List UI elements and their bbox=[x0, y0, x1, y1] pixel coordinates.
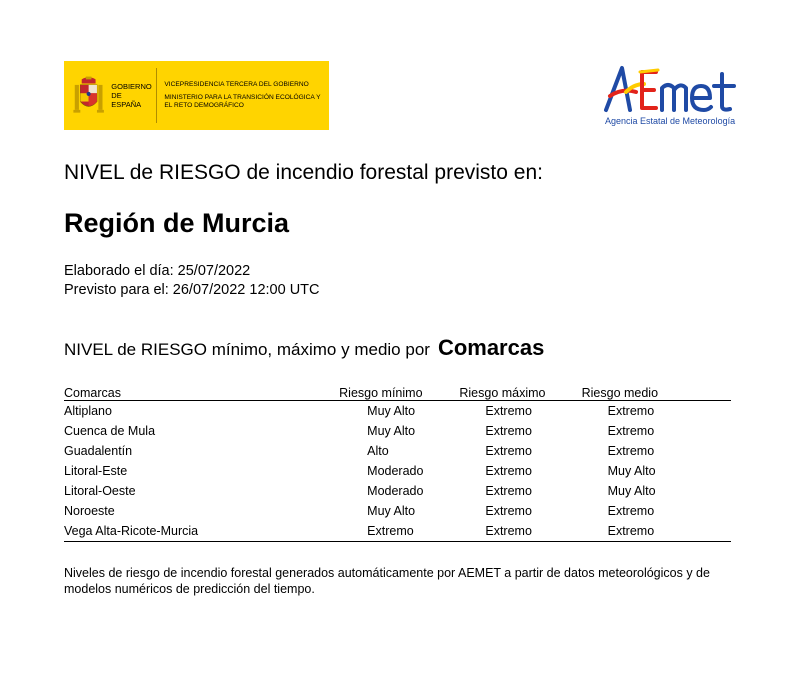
cell-comarca: Noroeste bbox=[64, 504, 115, 518]
table-header-row bbox=[64, 382, 731, 401]
cell-comarca: Altiplano bbox=[64, 404, 112, 418]
cell-comarca: Cuenca de Mula bbox=[64, 424, 156, 438]
cell-medio: Extremo bbox=[607, 404, 655, 418]
ministry-label: MINISTERIO PARA LA TRANSICIÓN ECOLÓGICA Y EL RETO DEMOGRÁFICO bbox=[164, 94, 321, 109]
cell-maximo: Extremo bbox=[459, 521, 581, 542]
cell-minimo: Moderado bbox=[367, 464, 424, 478]
cell-minimo: Extremo bbox=[339, 521, 459, 542]
cell-medio: Muy Alto bbox=[607, 484, 656, 498]
cell-comarca: Vega Alta-Ricote-Murcia bbox=[64, 521, 339, 542]
aemet-full-name: Agencia Estatal de Meteorología bbox=[605, 116, 736, 126]
header-riesgo-medio: Riesgo medio bbox=[582, 382, 731, 401]
cell-minimo: Alto bbox=[367, 444, 389, 458]
elaborated-date: Elaborado el día: 25/07/2022 bbox=[64, 263, 251, 279]
cell-minimo: Muy Alto bbox=[367, 404, 416, 418]
cell-medio: Extremo bbox=[607, 504, 655, 518]
table-row bbox=[64, 461, 731, 481]
page-title: NIVEL de RIESGO de incendio forestal previsto en: bbox=[64, 161, 543, 184]
table-row bbox=[64, 441, 731, 461]
cell-comarca: Litoral-Oeste bbox=[64, 484, 136, 498]
cell-maximo: Extremo bbox=[485, 424, 532, 438]
government-name: GOBIERNO DE ESPAÑA bbox=[111, 82, 152, 109]
banner-divider bbox=[156, 68, 157, 123]
cell-medio: Extremo bbox=[607, 424, 655, 438]
cell-comarca: Guadalentín bbox=[64, 444, 133, 458]
cell-maximo: Extremo bbox=[485, 404, 532, 418]
region-title: Región de Murcia bbox=[64, 208, 290, 238]
section-heading bbox=[64, 335, 544, 361]
header-riesgo-minimo: Riesgo mínimo bbox=[339, 382, 459, 401]
header-comarcas: Comarcas bbox=[64, 382, 339, 401]
cell-minimo: Moderado bbox=[367, 484, 424, 498]
table-row bbox=[64, 401, 731, 422]
section-emphasis: Comarcas bbox=[437, 335, 545, 360]
ministry-block bbox=[164, 81, 329, 110]
cell-medio: Extremo bbox=[582, 521, 731, 542]
cell-comarca: Litoral-Este bbox=[64, 464, 128, 478]
section-label: NIVEL de RIESGO mínimo, máximo y medio por bbox=[64, 340, 430, 359]
table-row bbox=[64, 521, 731, 542]
cell-maximo: Extremo bbox=[485, 464, 532, 478]
vicepresidency-label: VICEPRESIDENCIA TERCERA DEL GOBIERNO bbox=[164, 81, 309, 88]
cell-medio: Extremo bbox=[607, 444, 655, 458]
header-riesgo-maximo: Riesgo máximo bbox=[459, 382, 581, 401]
cell-minimo: Muy Alto bbox=[367, 504, 416, 518]
date-block bbox=[64, 262, 320, 300]
cell-maximo: Extremo bbox=[485, 504, 532, 518]
government-logo bbox=[64, 61, 329, 130]
footer-note: Niveles de riesgo de incendio forestal generados automáticamente por AEMET a partir de datos meteorológicos y de modelos numéricos de predicción del tiempo. bbox=[64, 566, 710, 596]
cell-maximo: Extremo bbox=[485, 444, 532, 458]
coat-of-arms-icon bbox=[72, 66, 105, 126]
table-row bbox=[64, 421, 731, 441]
table-row bbox=[64, 481, 731, 501]
cell-minimo: Muy Alto bbox=[367, 424, 416, 438]
cell-medio: Muy Alto bbox=[607, 464, 656, 478]
forecast-date: Previsto para el: 26/07/2022 12:00 UTC bbox=[64, 282, 320, 298]
cell-maximo: Extremo bbox=[485, 484, 532, 498]
risk-table bbox=[64, 382, 731, 542]
table-row bbox=[64, 501, 731, 521]
